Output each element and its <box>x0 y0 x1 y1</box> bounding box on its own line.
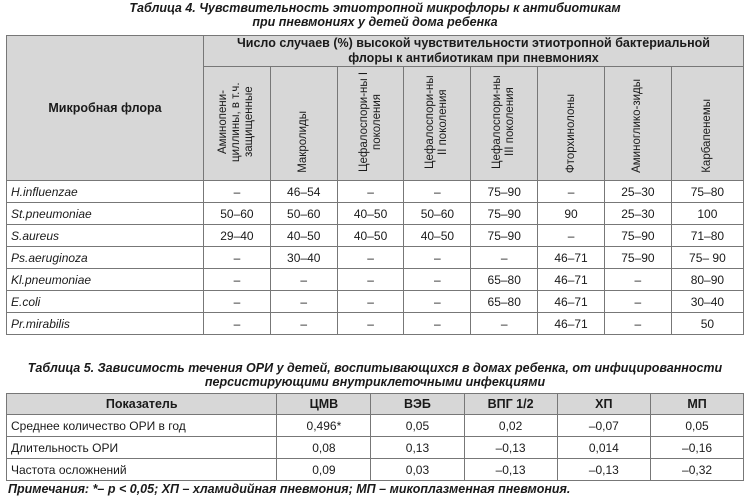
value-cell: – <box>604 313 671 335</box>
value-cell: 46–71 <box>538 247 605 269</box>
value-cell: – <box>337 181 404 203</box>
column-header-label: Цефалоспори-ны III поколения <box>491 75 517 169</box>
value-cell: 30–40 <box>671 291 743 313</box>
value-cell: 75–90 <box>604 247 671 269</box>
organism-cell: St.pneumoniae <box>7 203 204 225</box>
column-header-label: Макролиды <box>297 111 310 173</box>
table-row <box>7 247 744 269</box>
indicator-cell: Длительность ОРИ <box>7 437 277 459</box>
column-header <box>337 67 404 181</box>
table-row <box>7 313 744 335</box>
organism-cell: Pr.mirabilis <box>7 313 204 335</box>
value-cell: –0,13 <box>557 459 650 481</box>
value-cell: – <box>337 291 404 313</box>
group-header-line2: флоры к антибиотикам при пневмониях <box>348 51 599 65</box>
value-cell: – <box>270 291 337 313</box>
value-cell: 0,05 <box>651 415 744 437</box>
table-row <box>7 203 744 225</box>
value-cell: 0,496* <box>277 415 371 437</box>
value-cell: 75– 90 <box>671 247 743 269</box>
organism-cell: Ps.aeruginoza <box>7 247 204 269</box>
value-cell: 0,05 <box>371 415 464 437</box>
value-cell: 46–54 <box>270 181 337 203</box>
value-cell: 75–90 <box>604 225 671 247</box>
value-cell: 40–50 <box>270 225 337 247</box>
value-cell: 46–71 <box>538 291 605 313</box>
column-header: МП <box>651 394 744 415</box>
value-cell: 25–30 <box>604 203 671 225</box>
value-cell: – <box>204 247 271 269</box>
value-cell: 75–90 <box>471 181 538 203</box>
value-cell: 65–80 <box>471 269 538 291</box>
column-header-label: Аминопени-циллины, в т.ч. защищенные <box>217 82 256 162</box>
column-header: ВЭБ <box>371 394 464 415</box>
table-row <box>7 459 744 481</box>
value-cell: –0,16 <box>651 437 744 459</box>
column-header <box>671 67 743 181</box>
column-header: Показатель <box>7 394 277 415</box>
table-row <box>7 291 744 313</box>
value-cell: – <box>604 291 671 313</box>
value-cell: – <box>404 181 471 203</box>
value-cell: – <box>471 313 538 335</box>
column-header <box>404 67 471 181</box>
organism-cell: Kl.pneumoniae <box>7 269 204 291</box>
column-header: ЦМВ <box>277 394 371 415</box>
table5-caption-line1: Таблица 5. Зависимость течения ОРИ у детей, воспитывающихся в домах ребенка, от инфицированности <box>27 361 723 375</box>
value-cell: –0,13 <box>464 459 557 481</box>
value-cell: 75–80 <box>671 181 743 203</box>
table4-caption-line2: при пневмониях у детей дома ребенка <box>252 15 498 29</box>
value-cell: 40–50 <box>337 203 404 225</box>
value-cell: 40–50 <box>404 225 471 247</box>
value-cell: –0,07 <box>557 415 650 437</box>
value-cell: 0,03 <box>371 459 464 481</box>
flora-header: Микробная флора <box>7 36 204 181</box>
value-cell: – <box>204 313 271 335</box>
value-cell: 100 <box>671 203 743 225</box>
value-cell: 30–40 <box>270 247 337 269</box>
value-cell: – <box>404 247 471 269</box>
column-header <box>471 67 538 181</box>
value-cell: 90 <box>538 203 605 225</box>
value-cell: 80–90 <box>671 269 743 291</box>
table5-caption <box>0 361 750 389</box>
value-cell: 0,09 <box>277 459 371 481</box>
value-cell: 50–60 <box>204 203 271 225</box>
column-header-label: Фторхинолоны <box>564 93 577 173</box>
value-cell: – <box>337 247 404 269</box>
column-header: ВПГ 1/2 <box>464 394 557 415</box>
table4-caption <box>0 1 750 29</box>
value-cell: 46–71 <box>538 269 605 291</box>
table4-caption-line1: Таблица 4. Чувствительность этиотропной микрофлоры к антибиотикам <box>129 1 621 15</box>
value-cell: 0,014 <box>557 437 650 459</box>
value-cell: 25–30 <box>604 181 671 203</box>
value-cell: 46–71 <box>538 313 605 335</box>
value-cell: – <box>204 269 271 291</box>
column-header-label: Цефалоспори-ны II поколения <box>424 75 450 169</box>
column-header: ХП <box>557 394 650 415</box>
column-header-label: Цефалоспори-ны I поколения <box>357 71 383 173</box>
value-cell: – <box>404 269 471 291</box>
value-cell: – <box>404 313 471 335</box>
value-cell: 71–80 <box>671 225 743 247</box>
value-cell: – <box>204 291 271 313</box>
table-row <box>7 269 744 291</box>
organism-cell: H.influenzae <box>7 181 204 203</box>
column-header <box>204 67 271 181</box>
value-cell: 50–60 <box>404 203 471 225</box>
footnote: Примечания: *– p < 0,05; ХП – хламидийная пневмония; МП – микоплазменная пневмония. <box>8 482 571 496</box>
value-cell: 0,13 <box>371 437 464 459</box>
value-cell: – <box>204 181 271 203</box>
column-header <box>538 67 605 181</box>
group-header <box>204 36 744 67</box>
table-row <box>7 225 744 247</box>
group-header-line1: Число случаев (%) высокой чувствительности этиотропной бактериальной <box>237 36 710 50</box>
value-cell: – <box>404 291 471 313</box>
value-cell: 50–60 <box>270 203 337 225</box>
value-cell: – <box>270 269 337 291</box>
value-cell: 75–90 <box>471 203 538 225</box>
value-cell: – <box>337 269 404 291</box>
value-cell: – <box>337 313 404 335</box>
table-row <box>7 415 744 437</box>
table-row <box>7 181 744 203</box>
value-cell: –0,32 <box>651 459 744 481</box>
value-cell: 29–40 <box>204 225 271 247</box>
table4 <box>6 35 744 335</box>
column-header <box>270 67 337 181</box>
column-header-label: Аминоглико-зиды <box>631 79 644 173</box>
organism-cell: S.aureus <box>7 225 204 247</box>
value-cell: 50 <box>671 313 743 335</box>
table5 <box>6 393 744 481</box>
value-cell: – <box>604 269 671 291</box>
column-header <box>604 67 671 181</box>
column-header-label: Карбапенемы <box>700 99 713 173</box>
value-cell: 0,02 <box>464 415 557 437</box>
value-cell: – <box>471 247 538 269</box>
value-cell: 65–80 <box>471 291 538 313</box>
table5-caption-line2: персистирующими внутриклеточными инфекциями <box>204 375 546 389</box>
value-cell: – <box>270 313 337 335</box>
indicator-cell: Частота осложнений <box>7 459 277 481</box>
table-row <box>7 437 744 459</box>
value-cell: – <box>538 181 605 203</box>
value-cell: 75–90 <box>471 225 538 247</box>
organism-cell: E.coli <box>7 291 204 313</box>
value-cell: –0,13 <box>464 437 557 459</box>
value-cell: 40–50 <box>337 225 404 247</box>
indicator-cell: Среднее количество ОРИ в год <box>7 415 277 437</box>
value-cell: – <box>538 225 605 247</box>
value-cell: 0,08 <box>277 437 371 459</box>
